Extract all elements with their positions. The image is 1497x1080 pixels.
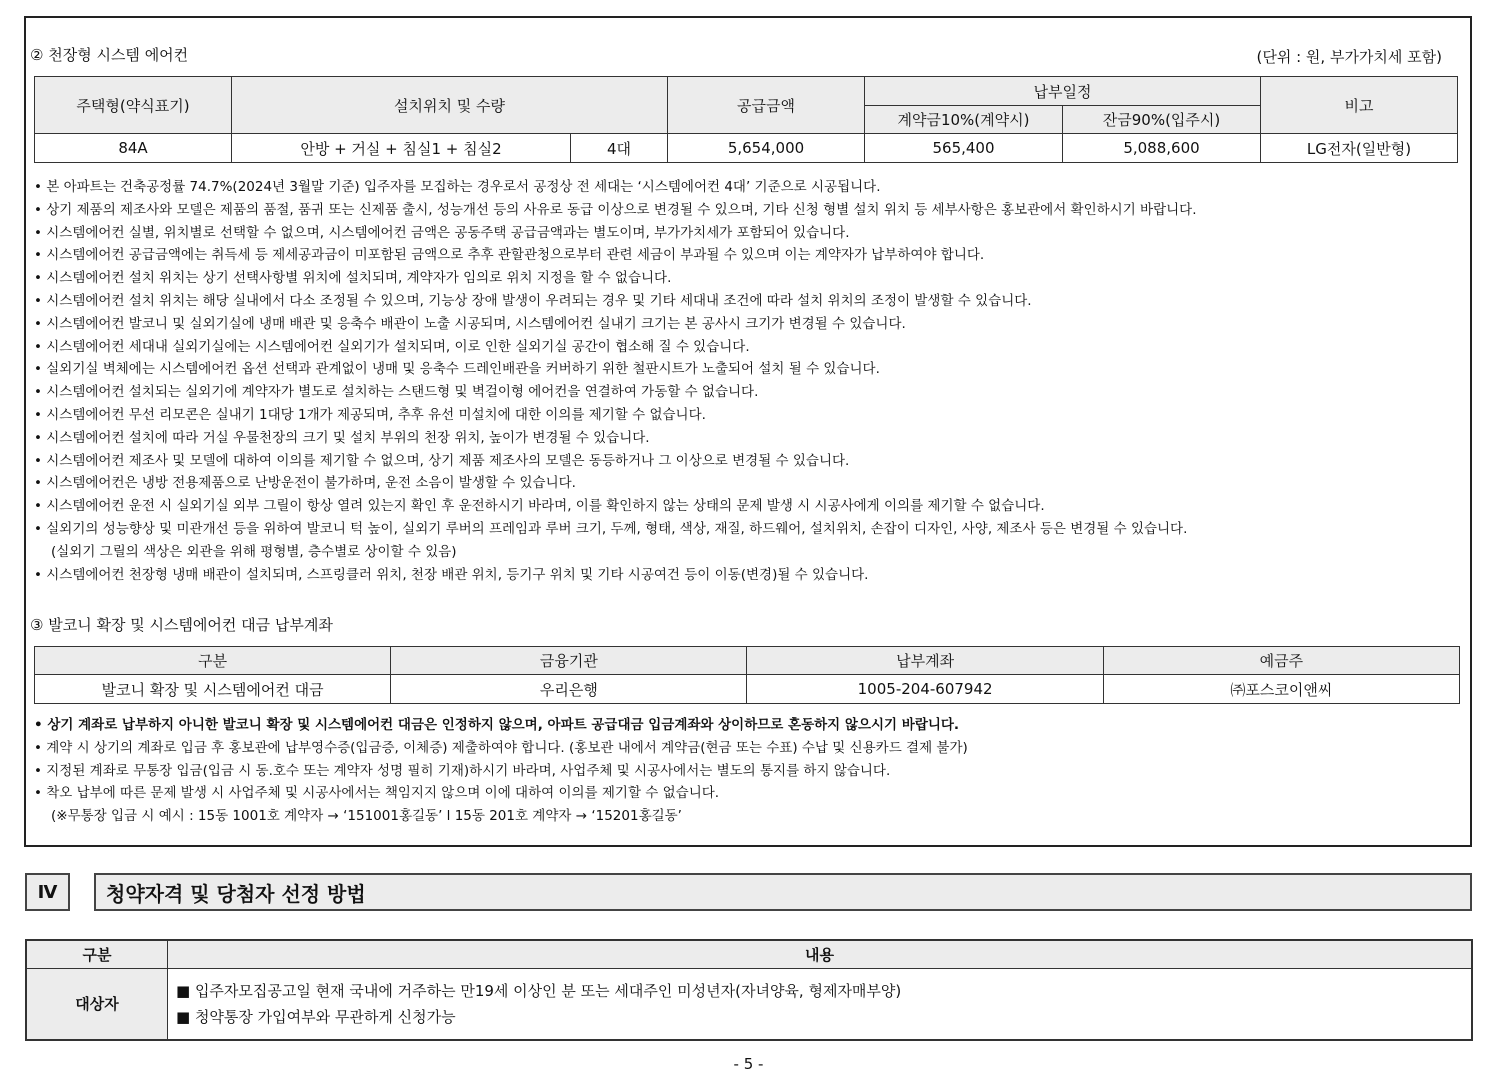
note-item: • 시스템에어컨 세대내 실외기실에는 시스템에어컨 실외기가 설치되며, 이로 인한 실외기실 공간이 협소해 질 수 있습니다. bbox=[34, 338, 750, 355]
eligibility-table bbox=[25, 939, 1473, 1041]
th-bank: 금융기관 bbox=[391, 647, 747, 675]
note-item-example: (※무통장 입금 시 예시 : 15동 1001호 계약자 → ‘151001홍길동’ l 15동 201호 계약자 → ‘15201홍길동’ bbox=[51, 808, 682, 825]
th-note: 비고 bbox=[1261, 77, 1458, 134]
section-title-account: ③ 발코니 확장 및 시스템에어컨 대금 납부계좌 bbox=[30, 616, 333, 634]
note-item: • 시스템에어컨 설치에 따라 거실 우물천장의 크기 및 설치 부위의 천장 위치, 높이가 변경될 수 있습니다. bbox=[34, 429, 650, 446]
section-title-aircon: ② 천장형 시스템 에어컨 bbox=[30, 46, 189, 64]
note-item: • 지정된 계좌로 무통장 입금(입금 시 동.호수 또는 계약자 성명 필히 기재)하시기 바라며, 사업주체 및 시공사에서는 별도의 통지를 하지 않습니다. bbox=[34, 762, 891, 779]
note-item-bold: • 상기 계좌로 납부하지 아니한 발코니 확장 및 시스템에어컨 대금은 인정하지 않으며, 아파트 공급대금 입금계좌와 상이하므로 혼동하지 않으시기 바랍니다. bbox=[34, 717, 960, 733]
th-elig-content: 내용 bbox=[168, 940, 1473, 968]
page-number: - 5 - bbox=[733, 1055, 764, 1073]
note-item: • 시스템에어컨 설치 위치는 해당 실내에서 다소 조정될 수 있으며, 기능상 장애 발생이 우려되는 경우 및 기타 세대내 조건에 따라 설치 위치의 조정이 발생할 수 있습니다. bbox=[34, 292, 1032, 309]
th-balance: 잔금90%(입주시) bbox=[1063, 106, 1261, 134]
note-item: • 시스템에어컨 실별, 위치별로 선택할 수 없으며, 시스템에어컨 금액은 공동주택 공급금액과는 별도이며, 부가가치세가 포함되어 있습니다. bbox=[34, 224, 850, 241]
note-item: • 시스템에어컨 무선 리모콘은 실내기 1대당 1개가 제공되며, 추후 유선 미설치에 대한 이의를 제기할 수 없습니다. bbox=[34, 406, 706, 423]
th-holder: 예금주 bbox=[1103, 647, 1459, 675]
th-location: 설치위치 및 수량 bbox=[232, 77, 668, 134]
note-item: • 시스템에어컨 설치되는 실외기에 계약자가 별도로 설치하는 스탠드형 및 벽걸이형 에어컨을 연결하여 가동할 수 없습니다. bbox=[34, 384, 759, 401]
cell-qty: 4대 bbox=[571, 134, 668, 163]
cell-target-label: 대상자 bbox=[26, 968, 168, 1040]
cell-bank: 우리은행 bbox=[391, 675, 747, 704]
cell-account-number: 1005-204-607942 bbox=[747, 675, 1103, 704]
th-amount: 공급금액 bbox=[668, 77, 865, 134]
content-frame bbox=[24, 16, 1472, 847]
th-deposit: 계약금10%(계약시) bbox=[865, 106, 1063, 134]
note-item: • 계약 시 상기의 계좌로 입금 후 홍보관에 납부영수증(입금증, 이체증) 제출하여야 합니다. (홍보관 내에서 계약금(현금 또는 수표) 수납 및 신용카드 결제 불가) bbox=[34, 739, 968, 756]
aircon-notes bbox=[34, 176, 1196, 586]
section-heading: 청약자격 및 당첨자 선정 방법 bbox=[94, 873, 1472, 911]
note-item: • 시스템에어컨 발코니 및 실외기실에 냉매 배관 및 응축수 배관이 노출 시공되며, 시스템에어컨 실내기 크기는 본 공사시 크기가 변경될 수 있습니다. bbox=[34, 315, 906, 332]
eligibility-item: ■ 입주자모집공고일 현재 국내에 거주하는 만19세 이상인 분 또는 세대주인 미성년자(자녀양육, 형제자매부양) bbox=[176, 981, 902, 1000]
note-item: • 시스템에어컨 천장형 냉매 배관이 설치되며, 스프링클러 위치, 천장 배관 위치, 등기구 위치 및 기타 시공여건 등이 이동(변경)될 수 있습니다. bbox=[34, 566, 869, 583]
aircon-price-table bbox=[34, 76, 1458, 163]
th-schedule: 납부일정 bbox=[865, 77, 1261, 106]
note-item: • 시스템에어컨 운전 시 실외기실 외부 그릴이 항상 열려 있는지 확인 후 운전하시기 바라며, 이를 확인하지 않는 상태의 문제 발생 시 시공사에게 이의를 제기할 수 없습니다. bbox=[34, 498, 1045, 515]
note-item: • 상기 제품의 제조사와 모델은 제품의 품절, 품귀 또는 신제품 출시, 성능개선 등의 사유로 동급 이상으로 변경될 수 있으며, 기타 신청 형별 설치 위치 등 세부사항은 홍보관에서 확인하시기 바랍니다. bbox=[34, 201, 1197, 218]
eligibility-item: ■ 청약통장 가입여부와 무관하게 신청가능 bbox=[176, 1007, 456, 1026]
note-item: • 착오 납부에 따른 문제 발생 시 사업주체 및 시공사에서는 책임지지 않으며 이에 대하여 이의를 제기할 수 없습니다. bbox=[34, 785, 720, 802]
section-number: Ⅳ bbox=[25, 873, 70, 911]
cell-location: 안방 + 거실 + 침실1 + 침실2 bbox=[232, 134, 571, 163]
cell-category: 발코니 확장 및 시스템에어컨 대금 bbox=[35, 675, 391, 704]
note-item: • 시스템에어컨 제조사 및 모델에 대하여 이의를 제기할 수 없으며, 상기 제품 제조사의 모델은 동등하거나 그 이상으로 변경될 수 있습니다. bbox=[34, 452, 850, 469]
th-type: 주택형(약식표기) bbox=[35, 77, 232, 134]
th-category: 구분 bbox=[35, 647, 391, 675]
cell-balance: 5,088,600 bbox=[1063, 134, 1261, 163]
note-item: • 실외기의 성능향상 및 미관개선 등을 위하여 발코니 턱 높이, 실외기 루버의 프레임과 루버 크기, 두께, 형태, 색상, 재질, 하드웨어, 설치위치, 손잡이 디자인, 사양, 제조사 등은 변경될 수 있습니다. bbox=[34, 520, 1188, 537]
note-item: • 시스템에어컨은 냉방 전용제품으로 난방운전이 불가하며, 운전 소음이 발생할 수 있습니다. bbox=[34, 475, 576, 492]
unit-note: (단위 : 원, 부가가치세 포함) bbox=[1256, 48, 1442, 66]
cell-amount: 5,654,000 bbox=[668, 134, 865, 163]
cell-holder: ㈜포스코이앤씨 bbox=[1103, 675, 1459, 704]
account-notes bbox=[34, 714, 968, 828]
note-item-sub: (실외기 그릴의 색상은 외관을 위해 평형별, 층수별로 상이할 수 있음) bbox=[51, 543, 457, 560]
cell-target-content bbox=[168, 968, 1473, 1040]
account-table bbox=[34, 646, 1460, 704]
note-item: • 시스템에어컨 설치 위치는 상기 선택사항별 위치에 설치되며, 계약자가 임의로 위치 지정을 할 수 없습니다. bbox=[34, 270, 672, 287]
cell-note: LG전자(일반형) bbox=[1261, 134, 1458, 163]
th-account: 납부계좌 bbox=[747, 647, 1103, 675]
cell-type: 84A bbox=[35, 134, 232, 163]
th-elig-category: 구분 bbox=[26, 940, 168, 968]
note-item: • 본 아파트는 건축공정률 74.7%(2024년 3월말 기준) 입주자를 모집하는 경우로서 공정상 전 세대는 ‘시스템에어컨 4대’ 기준으로 시공됩니다. bbox=[34, 179, 881, 195]
note-item: • 시스템에어컨 공급금액에는 취득세 등 제세공과금이 미포함된 금액으로 추후 관할관청으로부터 관련 세금이 부과될 수 있으며 이는 계약자가 납부하여야 합니다. bbox=[34, 247, 985, 264]
cell-deposit: 565,400 bbox=[865, 134, 1063, 163]
note-item: • 실외기실 벽체에는 시스템에어컨 옵션 선택과 관계없이 냉매 및 응축수 드레인배관을 커버하기 위한 철판시트가 노출되어 설치 될 수 있습니다. bbox=[34, 361, 880, 378]
